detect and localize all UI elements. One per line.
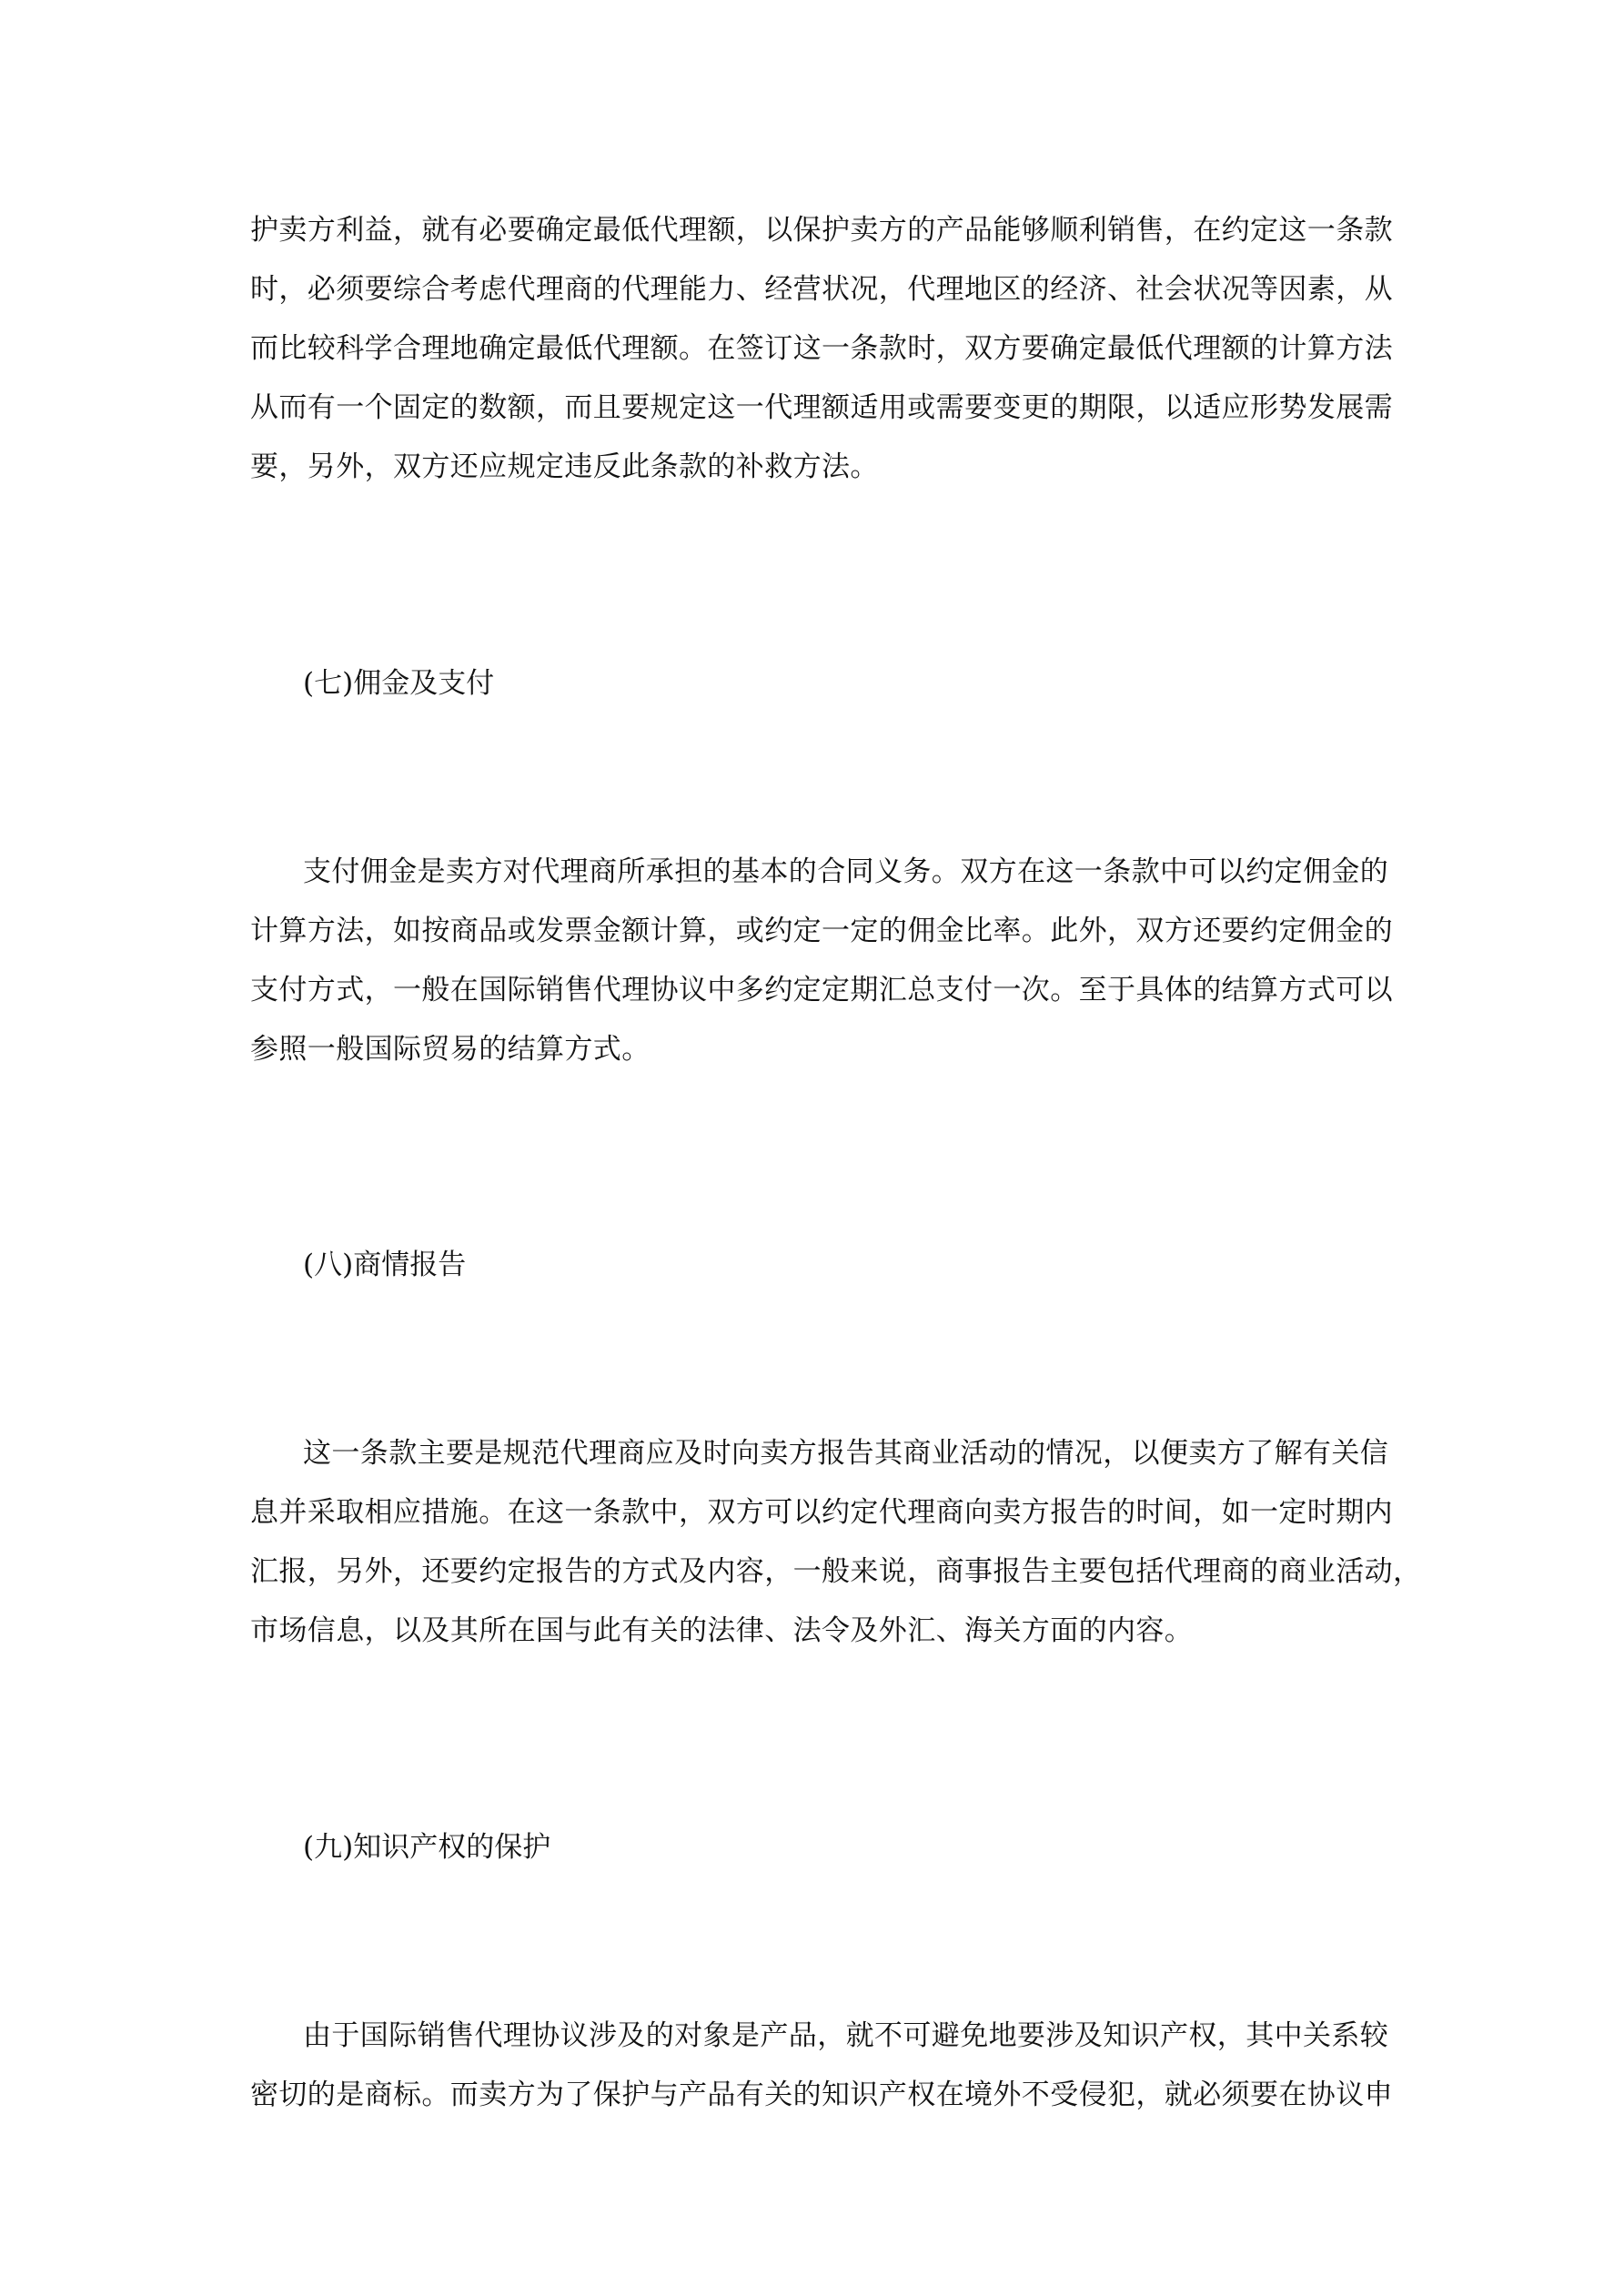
- paragraph-line: 这一条款主要是规范代理商应及时向卖方报告其商业活动的情况，以便卖方了解有关信: [303, 1437, 1389, 1470]
- paragraph-line: 支付方式，一般在国际销售代理协议中多约定定期汇总支付一次。至于具体的结算方式可以: [250, 974, 1393, 1006]
- paragraph-line: 要，另外，双方还应规定违反此条款的补救方法。: [250, 450, 879, 483]
- paragraph-line: 市场信息，以及其所在国与此有关的法律、法令及外汇、海关方面的内容。: [250, 1614, 1194, 1647]
- section-heading-7: (七)佣金及支付: [303, 667, 495, 700]
- paragraph-line: 时，必须要综合考虑代理商的代理能力、经营状况，代理地区的经济、社会状况等因素，从: [250, 273, 1393, 306]
- paragraph-line: 参照一般国际贸易的结算方式。: [250, 1033, 651, 1066]
- paragraph-line: 汇报，另外，还要约定报告的方式及内容，一般来说，商事报告主要包括代理商的商业活动，: [250, 1555, 1422, 1588]
- section-heading-9: (九)知识产权的保护: [303, 1831, 551, 1864]
- paragraph-line: 息并采取相应措施。在这一条款中，双方可以约定代理商向卖方报告的时间，如一定时期内: [250, 1496, 1393, 1529]
- paragraph-line: 护卖方利益，就有必要确定最低代理额，以保护卖方的产品能够顺利销售，在约定这一条款: [250, 214, 1393, 247]
- paragraph-line: 支付佣金是卖方对代理商所承担的基本的合同义务。双方在这一条款中可以约定佣金的: [303, 855, 1389, 888]
- paragraph-line: 由于国际销售代理协议涉及的对象是产品，就不可避免地要涉及知识产权，其中关系较: [303, 2019, 1389, 2052]
- section-heading-8: (八)商情报告: [303, 1249, 467, 1281]
- paragraph-line: 密切的是商标。而卖方为了保护与产品有关的知识产权在境外不受侵犯，就必须要在协议申: [250, 2079, 1393, 2111]
- paragraph-line: 计算方法，如按商品或发票金额计算，或约定一定的佣金比率。此外，双方还要约定佣金的: [250, 915, 1393, 947]
- paragraph-line: 而比较科学合理地确定最低代理额。在签订这一条款时，双方要确定最低代理额的计算方法: [250, 332, 1393, 365]
- paragraph-line: 从而有一个固定的数额，而且要规定这一代理额适用或需要变更的期限，以适应形势发展需: [250, 391, 1393, 424]
